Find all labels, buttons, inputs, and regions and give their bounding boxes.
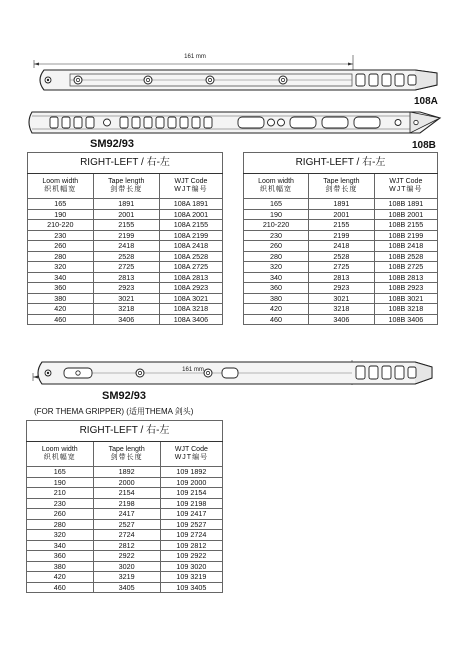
cell-loom-width: 360 <box>27 551 94 562</box>
spec-table-109 <box>26 420 223 593</box>
cell-tape-length: 2199 <box>93 230 159 241</box>
cell-wjt-code: 109 2198 <box>160 498 222 509</box>
cell-wjt-code: 108B 3218 <box>374 304 437 315</box>
cell-tape-length: 2528 <box>93 251 159 262</box>
cell-wjt-code: 108B 2813 <box>374 272 437 283</box>
cell-wjt-code: 108A 2725 <box>159 262 222 273</box>
cell-tape-length: 3218 <box>93 304 159 315</box>
cell-wjt-code: 109 2812 <box>160 540 222 551</box>
cell-wjt-code: 108A 3406 <box>159 314 222 325</box>
cell-loom-width: 165 <box>28 199 94 210</box>
cell-loom-width: 165 <box>244 199 309 210</box>
cell-loom-width: 420 <box>27 572 94 583</box>
cell-wjt-code: 109 2527 <box>160 519 222 530</box>
cell-wjt-code: 108B 2725 <box>374 262 437 273</box>
cell-wjt-code: 108B 2923 <box>374 283 437 294</box>
model-label-sm92-93-bottom: SM92/93 <box>102 390 147 402</box>
cell-tape-length: 3219 <box>93 572 160 583</box>
column-header-wjt-code: WJT Code WJT编号 <box>160 442 222 467</box>
cell-tape-length: 2418 <box>93 241 159 252</box>
cell-loom-width: 460 <box>28 314 94 325</box>
cell-loom-width: 380 <box>28 293 94 304</box>
cell-tape-length: 1892 <box>93 467 160 478</box>
cell-tape-length: 3021 <box>309 293 375 304</box>
cell-tape-length: 2001 <box>309 209 375 220</box>
thema-gripper-note: (FOR THEMA GRIPPER) (适用THEMA 剑头) <box>34 407 194 416</box>
cell-tape-length: 3021 <box>93 293 159 304</box>
cell-tape-length: 2813 <box>93 272 159 283</box>
cell-wjt-code: 108A 2001 <box>159 209 222 220</box>
cell-loom-width: 210-220 <box>244 220 309 231</box>
table-row <box>27 582 223 593</box>
cell-loom-width: 190 <box>27 477 94 488</box>
table-row <box>27 561 223 572</box>
table-row <box>27 498 223 509</box>
dimension-label-108a: 161 mm <box>184 54 206 60</box>
cell-wjt-code: 109 2154 <box>160 488 222 499</box>
cell-loom-width: 460 <box>27 582 94 593</box>
cell-tape-length: 3406 <box>309 314 375 325</box>
table-body-109 <box>27 467 223 593</box>
cell-wjt-code: 108A 2199 <box>159 230 222 241</box>
cell-wjt-code: 108B 2418 <box>374 241 437 252</box>
cell-loom-width: 165 <box>27 467 94 478</box>
cell-wjt-code: 108B 2528 <box>374 251 437 262</box>
table-row <box>27 540 223 551</box>
model-label-sm92-93-top: SM92/93 <box>90 138 135 150</box>
column-header-loom-width: Loom width 织机幅宽 <box>244 174 309 199</box>
cell-loom-width: 360 <box>244 283 309 294</box>
cell-wjt-code: 109 2922 <box>160 551 222 562</box>
column-header-loom-width: Loom width 织机幅宽 <box>27 442 94 467</box>
cell-loom-width: 380 <box>244 293 309 304</box>
cell-loom-width: 210 <box>27 488 94 499</box>
cell-wjt-code: 108A 3218 <box>159 304 222 315</box>
column-header-wjt-code: WJT Code WJT编号 <box>374 174 437 199</box>
table-row <box>27 477 223 488</box>
cell-wjt-code: 108B 3406 <box>374 314 437 325</box>
cell-tape-length: 2725 <box>309 262 375 273</box>
cell-tape-length: 2154 <box>93 488 160 499</box>
cell-wjt-code: 109 2417 <box>160 509 222 520</box>
table-title: RIGHT-LEFT / 右-左 <box>28 153 223 174</box>
cell-tape-length: 1891 <box>309 199 375 210</box>
cell-wjt-code: 109 2000 <box>160 477 222 488</box>
column-header-tape-length: Tape length 剑带长度 <box>93 442 160 467</box>
cell-tape-length: 2417 <box>93 509 160 520</box>
cell-loom-width: 230 <box>244 230 309 241</box>
cell-loom-width: 230 <box>28 230 94 241</box>
column-header-tape-length: Tape length 剑带长度 <box>93 174 159 199</box>
cell-wjt-code: 109 2724 <box>160 530 222 541</box>
cell-loom-width: 260 <box>27 509 94 520</box>
cell-tape-length: 2199 <box>309 230 375 241</box>
cell-loom-width: 260 <box>28 241 94 252</box>
cell-wjt-code: 109 3020 <box>160 561 222 572</box>
cell-wjt-code: 108A 1891 <box>159 199 222 210</box>
table-row <box>27 467 223 478</box>
cell-loom-width: 280 <box>28 251 94 262</box>
cell-tape-length: 3405 <box>93 582 160 593</box>
cell-wjt-code: 109 3405 <box>160 582 222 593</box>
table-title: RIGHT-LEFT / 右-左 <box>27 421 223 442</box>
cell-loom-width: 360 <box>28 283 94 294</box>
cell-wjt-code: 109 1892 <box>160 467 222 478</box>
cell-loom-width: 340 <box>244 272 309 283</box>
cell-tape-length: 2724 <box>93 530 160 541</box>
cell-loom-width: 280 <box>27 519 94 530</box>
column-header-tape-length: Tape length 剑带长度 <box>309 174 375 199</box>
table-row <box>27 530 223 541</box>
cell-loom-width: 230 <box>27 498 94 509</box>
table-row <box>27 572 223 583</box>
column-header-loom-width: Loom width 织机幅宽 <box>28 174 94 199</box>
cell-wjt-code: 108A 2923 <box>159 283 222 294</box>
cell-wjt-code: 108B 1891 <box>374 199 437 210</box>
cell-loom-width: 260 <box>244 241 309 252</box>
cell-wjt-code: 108B 2001 <box>374 209 437 220</box>
cell-wjt-code: 108B 3021 <box>374 293 437 304</box>
cell-tape-length: 2923 <box>93 283 159 294</box>
cell-wjt-code: 108B 2155 <box>374 220 437 231</box>
cell-tape-length: 3406 <box>93 314 159 325</box>
cell-tape-length: 2001 <box>93 209 159 220</box>
table-title: RIGHT-LEFT / 右-左 <box>244 153 438 174</box>
cell-wjt-code: 108A 2155 <box>159 220 222 231</box>
cell-tape-length: 2922 <box>93 551 160 562</box>
cell-tape-length: 1891 <box>93 199 159 210</box>
cell-tape-length: 3218 <box>309 304 375 315</box>
table-row <box>27 551 223 562</box>
cell-tape-length: 2527 <box>93 519 160 530</box>
dimension-label-thema: 161 mm <box>182 367 204 373</box>
table-row <box>27 509 223 520</box>
cell-loom-width: 320 <box>244 262 309 273</box>
cell-loom-width: 420 <box>244 304 309 315</box>
cell-tape-length: 2812 <box>93 540 160 551</box>
cell-tape-length: 2418 <box>309 241 375 252</box>
cell-loom-width: 340 <box>28 272 94 283</box>
table-row <box>27 519 223 530</box>
cell-loom-width: 210-220 <box>28 220 94 231</box>
cell-loom-width: 190 <box>244 209 309 220</box>
cell-wjt-code: 108A 2528 <box>159 251 222 262</box>
cell-wjt-code: 109 3219 <box>160 572 222 583</box>
cell-loom-width: 280 <box>244 251 309 262</box>
cell-wjt-code: 108A 2418 <box>159 241 222 252</box>
cell-tape-length: 2813 <box>309 272 375 283</box>
part-label-108a: 108A <box>414 96 438 107</box>
cell-tape-length: 2000 <box>93 477 160 488</box>
cell-loom-width: 190 <box>28 209 94 220</box>
cell-tape-length: 2198 <box>93 498 160 509</box>
part-label-108b: 108B <box>412 140 436 151</box>
cell-wjt-code: 108A 3021 <box>159 293 222 304</box>
cell-tape-length: 2155 <box>93 220 159 231</box>
cell-loom-width: 320 <box>28 262 94 273</box>
table-row <box>27 488 223 499</box>
cell-tape-length: 2725 <box>93 262 159 273</box>
cell-tape-length: 2923 <box>309 283 375 294</box>
cell-tape-length: 3020 <box>93 561 160 572</box>
cell-wjt-code: 108A 2813 <box>159 272 222 283</box>
cell-loom-width: 340 <box>27 540 94 551</box>
column-header-wjt-code: WJT Code WJT编号 <box>159 174 222 199</box>
cell-loom-width: 460 <box>244 314 309 325</box>
cell-tape-length: 2155 <box>309 220 375 231</box>
cell-wjt-code: 108B 2199 <box>374 230 437 241</box>
cell-loom-width: 380 <box>27 561 94 572</box>
cell-loom-width: 420 <box>28 304 94 315</box>
cell-tape-length: 2528 <box>309 251 375 262</box>
cell-loom-width: 320 <box>27 530 94 541</box>
